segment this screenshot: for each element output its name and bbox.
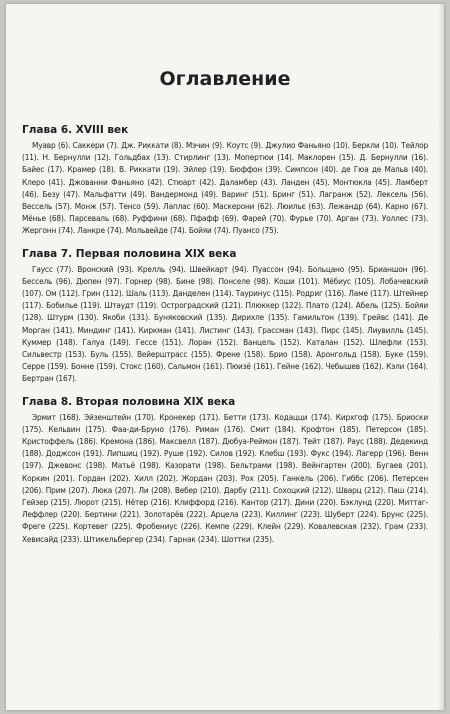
chapter-8 [22,396,428,545]
chapter-heading: Глава 6. XVIII век [22,124,129,136]
page-title: Оглавление [159,68,291,90]
chapter-6 [22,124,428,237]
chapter-7 [22,248,428,385]
bleed-through-text [6,4,444,62]
table-of-contents [22,124,428,556]
chapter-heading: Глава 8. Вторая половина XIX века [22,395,236,408]
book-page [6,4,444,710]
chapter-heading: Глава 7. Первая половина XIX века [22,247,237,260]
chapter-entries: Гаусс (77). Вронский (93). Крелль (94). Швейкарт (94). Пуассон (94). Больцано (95). Брианшон (96). Бессель (96). Дюпен (97). Горнер (98). Бине (98). Понселе (98). Коши (101). Мёбиус (105). Лобачевский (107). Ом (112). Грин (112). Шаль (113). Данделен (114). Тауринус (115). Родриг (116). Ламе (117). Штейнер (117). Бобилье (119). Штаудт (119). Остроградский (121). Плюккер (122). Плато (124). Абель (125). Бойяи (128). Штурм (130). Якоби (131). Буняковский (135). Дирихле (135). Гамильтон (139). Грейвс (141). Де Морган (141). Миндинг (141). Киркман (141). Листинг (143). Грассман (143). Пирс (145). Лиувилль (145). Куммер (148). Галуа (149). Гессе (151). Лоран (152). Ванцель (152). Каталан (152). Шлефли (153). Сильвестр (153). Буль (155). Вейерштрасс (155). Френе (158). Брио (158). Аронгольд (158). Буке (159). Серре (159). Бонне (159). Стокс (160). Сальмон (161). Пюизё (161). Гейне (162). Чебышев (162). Кэли (164). Бертран (167). [22,263,428,384]
page-edge-shadow [438,4,444,710]
chapter-entries: Эрмит (168). Эйзенштейн (170). Кронекер (171). Бетти (173). Кодацци (174). Кирхгоф (175). Бриоски (175). Кельвин (175). Фаа-ди-Бруно (176). Риман (176). Смит (184). Крофтон (185). Петерсон (185). Кристоффель (186). Кремона (186). Максвелл (187). Дюбуа-Реймон (187). Тейт (187). Раус (188). Дедекинд (188). Доджсон (191). Липшиц (192). Руше (192). Силов (192). Клебш (193). Фукс (194). Лагерр (196). Венн (197). Джевонс (198). Матьё (198). Казорати (198). Бельтрами (198). Вейнгартен (200). Бугаев (201). Коркин (201). Гордан (202). Хилл (202). Жордан (203). Рох (205). Ганкель (206). Гиббс (206). Петерсен (206). Прим (207). Люка (207). Ли (208). Вебер (210). Дарбу (211). Сохоцкий (212). Шварц (212). Паш (214). Гейзер (215). Люрот (215). Нётер (216). Клиффорд (216). Кантор (217). Дини (220). Бэклунд (220). Миттаг-Леффлер (220). Бертини (221). Золотарёв (222). Арцела (223). Киллинг (223). Шуберт (224). Брунс (225). Фреге (225). Кортевег (225). Фробениус (226). Кемпе (229). Клейн (229). Ковалевская (232). Грам (233). Хевисайд (233). Штикельбергер (234). Гарнак (234). Шоттки (235). [22,411,428,544]
chapter-entries: Муавр (6). Саккери (7). Дж. Риккати (8). Мэчин (9). Коутс (9). Джулио Фаньяно (10). Беркли (10). Тейлор (11). Н. Бернулли (12). Гольдбах (13). Стирлинг (13). Мопертюи (14). Маклорен (15). Д. Бернулли (16). Байес (17). Крамер (18). В. Риккати (19). Эйлер (19). Бюффон (39). Симпсон (40). де Гюа де Мальв (40). Клеро (41). Джованни Фаньяно (42). Стюарт (42). Даламбер (43). Ланден (45). Монтюкла (45). Ламберт (46). Безу (47). Мальфатти (49). Вандермонд (49). Варинг (51). Бринг (51). Лагранж (52). Лексель (56). Вессель (57). Монж (57). Тенсо (59). Лаплас (60). Маскерони (62). Люильє (63). Лежандр (64). Карно (67). Мёнье (68). Парсеваль (68). Руффини (68). Пфафф (69). Фарей (70). Фурье (70). Арган (73). Уоллес (73). Жергонн (74). Ланкре (74). Мольвейде (74). Бойяи (74). Пуансо (75). [22,140,428,236]
